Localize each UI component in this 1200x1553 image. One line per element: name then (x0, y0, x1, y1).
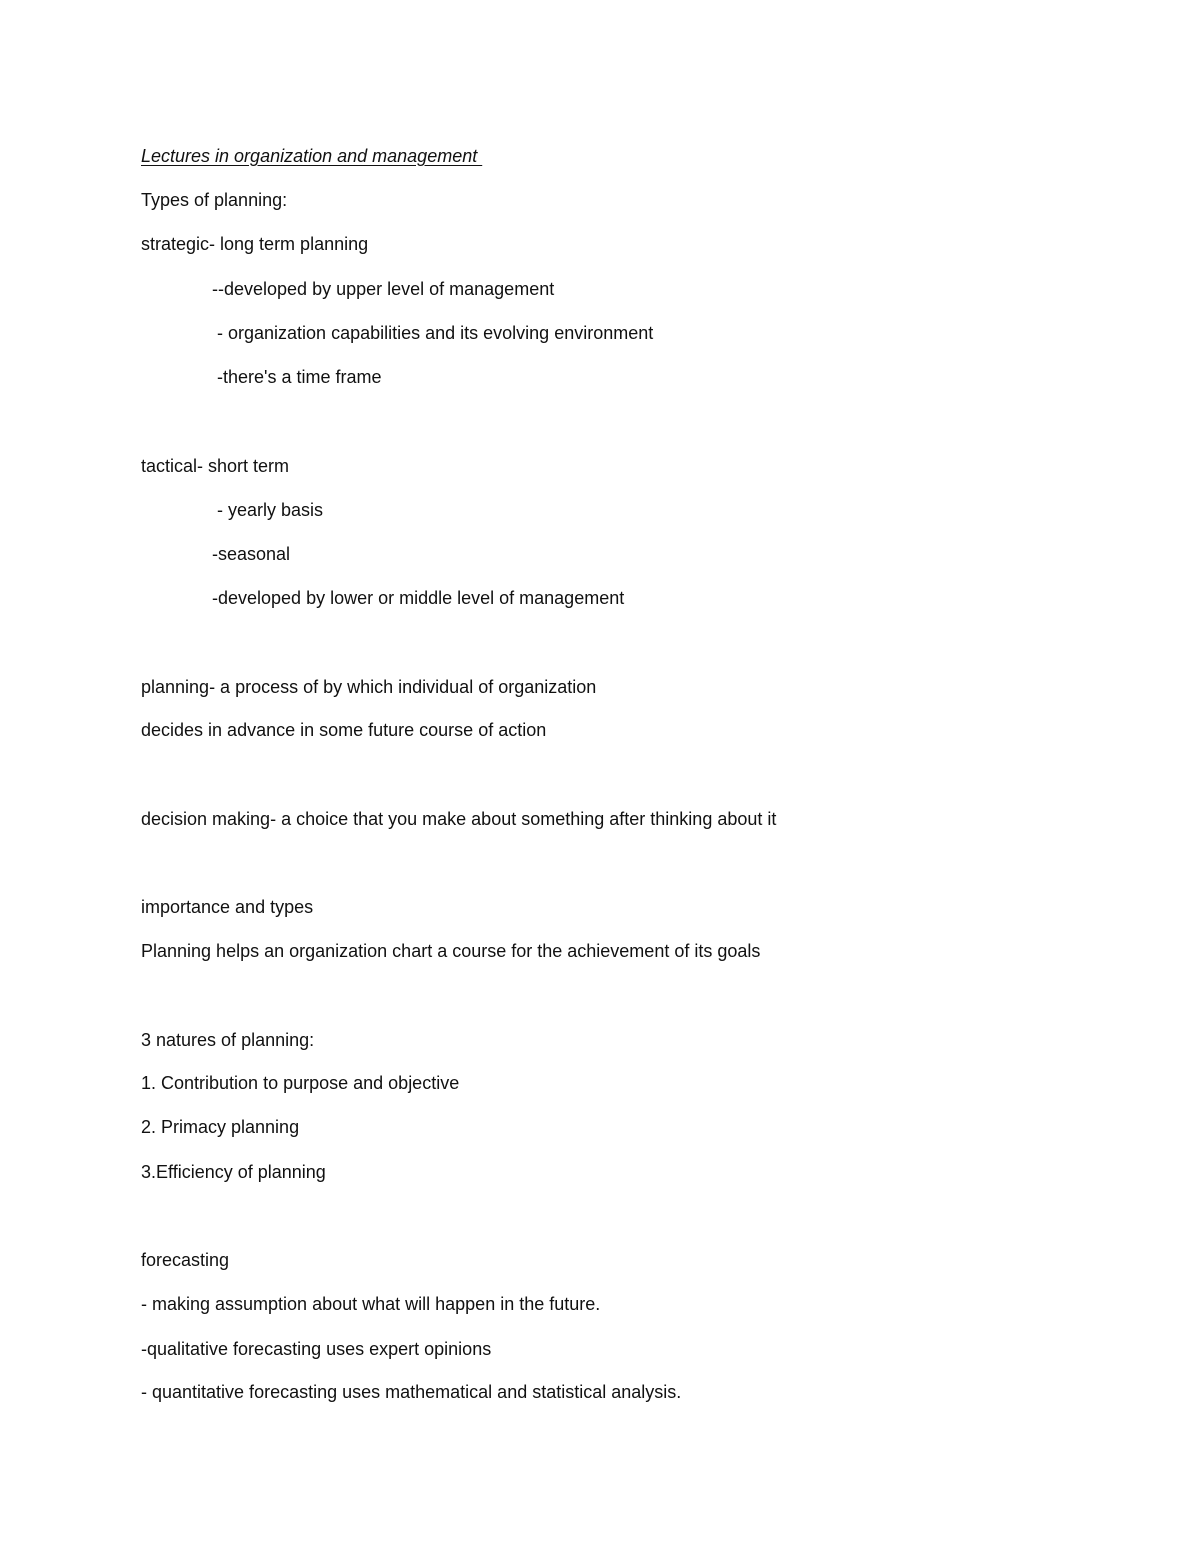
text-line: -seasonal (212, 544, 291, 564)
text-line: forecasting (141, 1250, 230, 1270)
text-line: -developed by lower or middle level of management (212, 588, 625, 608)
text-line: - yearly basis (217, 500, 324, 520)
text-line: importance and types (141, 897, 314, 917)
text-line: decides in advance in some future course of action (141, 720, 547, 740)
text-line: planning- a process of by which individual of organization (141, 677, 597, 697)
text-line: --developed by upper level of management (212, 279, 555, 299)
text-line: -there's a time frame (217, 367, 382, 387)
text-line: - quantitative forecasting uses mathematical and statistical analysis. (141, 1382, 682, 1402)
text-line: - making assumption about what will happen in the future. (141, 1294, 601, 1314)
text-line: -qualitative forecasting uses expert opinions (141, 1339, 492, 1359)
text-line: 3.Efficiency of planning (141, 1162, 326, 1182)
text-line: decision making- a choice that you make about something after thinking about it (141, 809, 777, 829)
document-title: Lectures in organization and management (141, 146, 483, 166)
text-line: Types of planning: (141, 190, 288, 210)
text-line: 1. Contribution to purpose and objective (141, 1073, 460, 1093)
text-line: 3 natures of planning: (141, 1030, 315, 1050)
text-line: - organization capabilities and its evolving environment (217, 323, 654, 343)
text-line: strategic- long term planning (141, 234, 369, 254)
text-line: 2. Primacy planning (141, 1117, 300, 1137)
text-line: tactical- short term (141, 456, 290, 476)
text-line: Planning helps an organization chart a course for the achievement of its goals (141, 941, 761, 961)
